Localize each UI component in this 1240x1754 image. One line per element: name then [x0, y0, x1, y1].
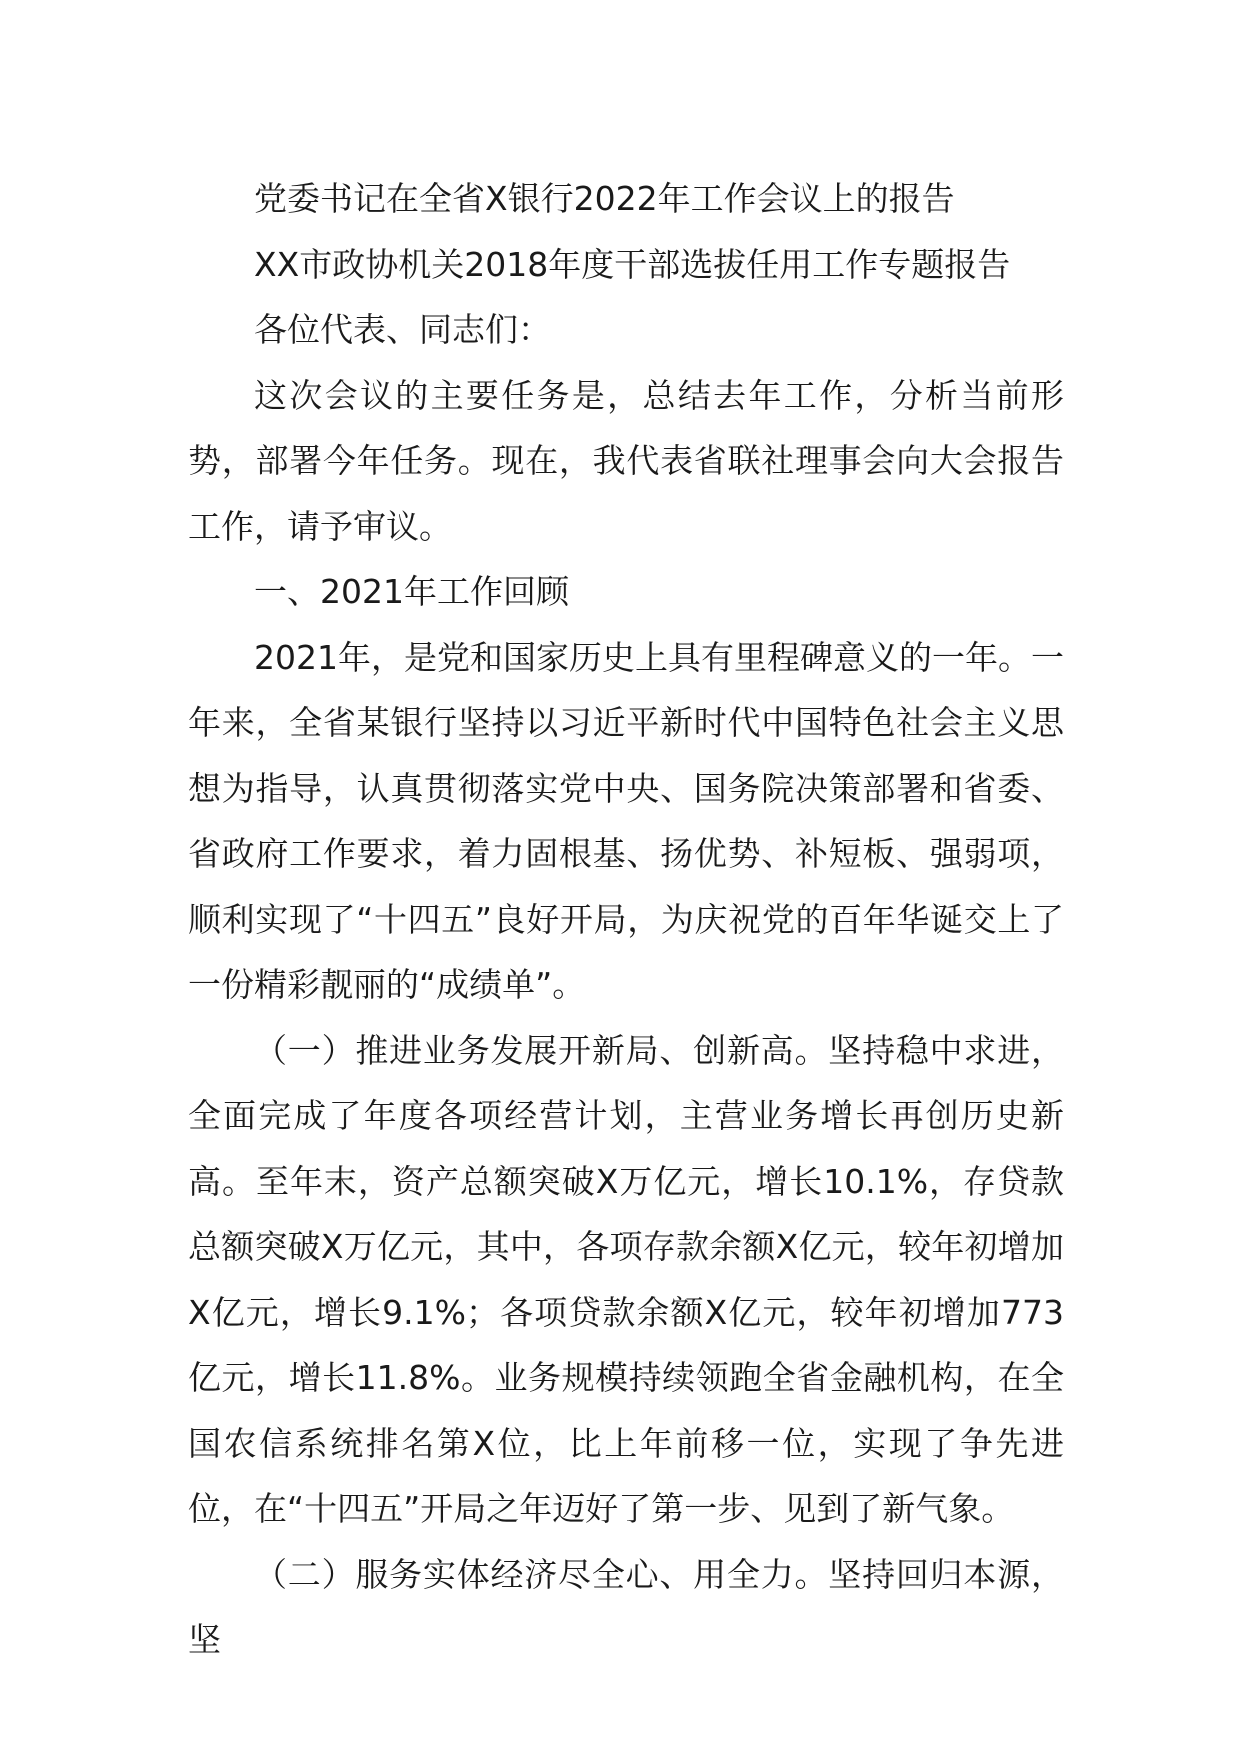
section-heading: 一、2021年工作回顾 — [254, 572, 569, 611]
document-title-2: XX市政协机关2018年度干部选拔任用工作专题报告 — [254, 244, 1011, 284]
intro-paragraph: 这次会议的主要任务是，总结去年工作，分析当前形势，部署今年任务。现在，我代表省联社理事会向大会报告工作，请予审议。 — [188, 375, 1064, 546]
document-body — [188, 166, 1064, 1673]
document-title-1: 党委书记在全省X银行2022年工作会议上的报告 — [254, 179, 955, 218]
body-paragraph: （一）推进业务发展开新局、创新高。坚持稳中求进，全面完成了年度各项经营计划，主营业务增长再创历史新高。至年末，资产总额突破X万亿元，增长10.1%，存贷款总额突破X万亿元，其中，各项存款余额X亿元，较年初增加X亿元，增长9.1%；各项贷款余额X亿元，较年初增加773亿元，增长11.8%。业务规模持续领跑全省金融机构，在全国农信系统排名第X位，比上年前移一位，实现了争先进位，在“十四五”开局之年迈好了第一步、见到了新气象。 — [188, 1030, 1064, 1528]
body-paragraph: 2021年，是党和国家历史上具有里程碑意义的一年。一年来，全省某银行坚持以习近平新时代中国特色社会主义思想为指导，认真贯彻落实党中央、国务院决策部署和省委、省政府工作要求，着力固根基、扬优势、补短板、强弱项，顺利实现了“十四五”良好开局，为庆祝党的百年华诞交上了一份精彩靓丽的“成绩单”。 — [188, 637, 1064, 1004]
salutation: 各位代表、同志们： — [254, 310, 551, 349]
body-paragraph: （二）服务实体经济尽全心、用全力。坚持回归本源，坚 — [188, 1554, 1064, 1659]
